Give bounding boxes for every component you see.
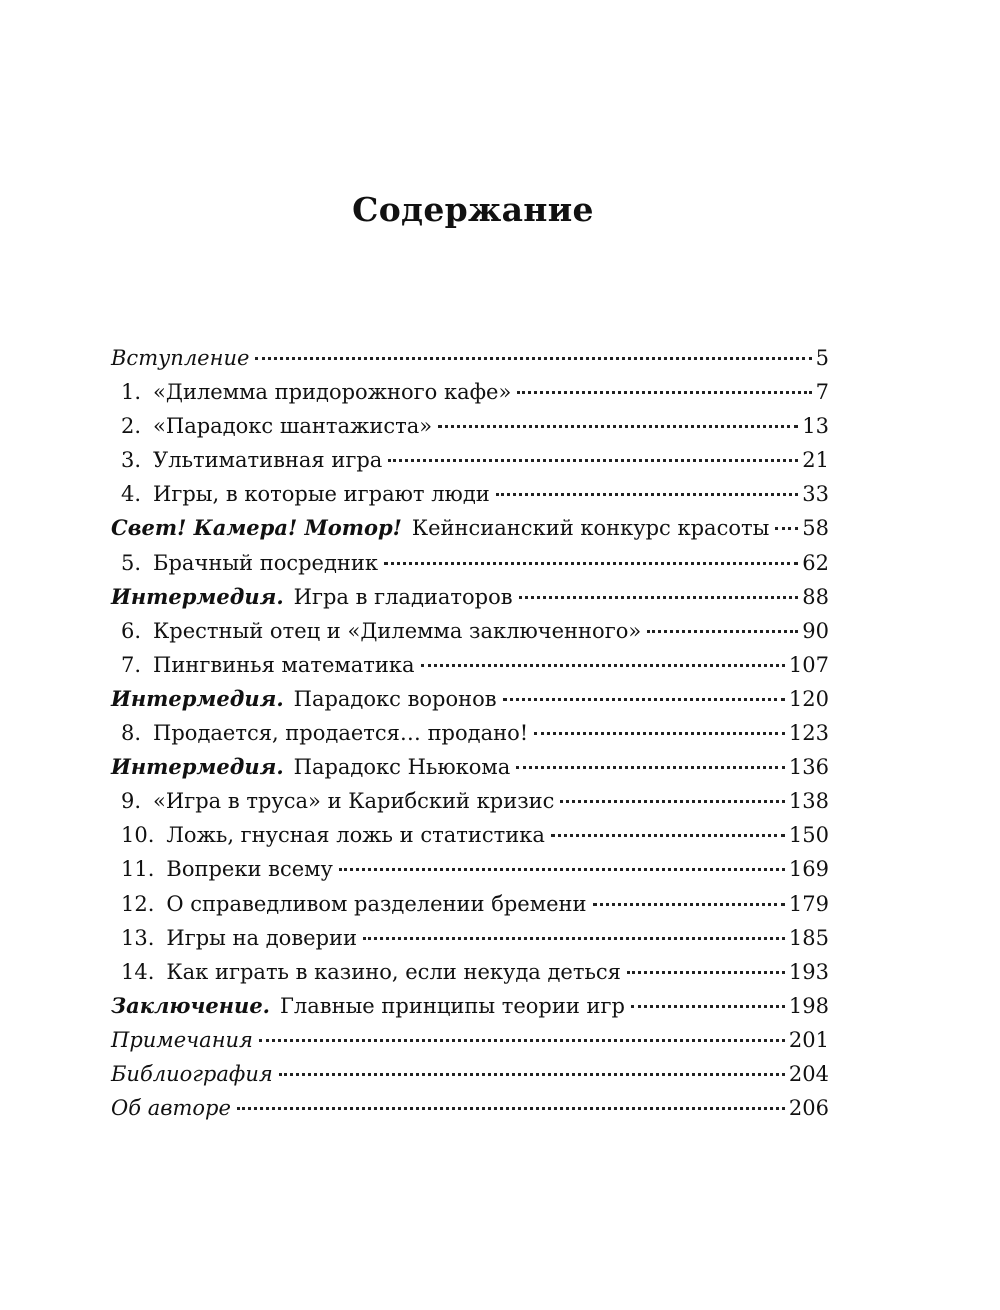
chapter-number: 8. <box>121 721 142 746</box>
dot-leader <box>775 527 798 530</box>
toc-entry[interactable] <box>111 1091 829 1125</box>
entry-title: «Игра в труса» и Карибский кризис <box>153 789 555 814</box>
page-number: 123 <box>788 721 829 746</box>
entry-title: Игра в гладиаторов <box>293 584 513 609</box>
page-number: 204 <box>788 1061 829 1086</box>
page-number: 120 <box>788 686 829 711</box>
entry-title: Примечания <box>111 1027 253 1052</box>
page-number: 193 <box>788 959 829 984</box>
chapter-number: 2. <box>121 414 142 439</box>
chapter-number: 11. <box>121 857 155 882</box>
toc-entry[interactable] <box>111 409 829 443</box>
entry-title: О справедливом разделении бремени <box>166 891 587 916</box>
toc-entry-label <box>111 341 249 375</box>
table-of-contents <box>111 341 829 1125</box>
page-number: 90 <box>802 618 829 643</box>
toc-entry-label <box>111 511 769 545</box>
toc-entry-label <box>111 580 513 614</box>
page-number: 150 <box>788 823 829 848</box>
toc-entry[interactable] <box>111 955 829 989</box>
dot-leader <box>534 732 785 735</box>
toc-entry-label <box>111 921 357 955</box>
page-number: 62 <box>802 550 829 575</box>
chapter-number: 1. <box>121 380 142 405</box>
toc-entry-label <box>111 682 497 716</box>
page-number: 107 <box>788 652 829 677</box>
page-number: 33 <box>802 482 829 507</box>
toc-entry[interactable] <box>111 921 829 955</box>
dot-leader <box>631 1005 785 1008</box>
toc-entry[interactable] <box>111 716 829 750</box>
section-prefix: Свет! Камера! Мотор! <box>111 515 402 541</box>
section-prefix: Интермедия. <box>111 583 284 609</box>
toc-entry-label <box>111 648 415 682</box>
toc-entry-label <box>111 614 641 648</box>
dot-leader <box>496 493 799 496</box>
dot-leader <box>339 868 785 871</box>
dot-leader <box>560 800 784 803</box>
chapter-number: 5. <box>121 550 142 575</box>
toc-entry[interactable] <box>111 887 829 921</box>
toc-entry-label <box>111 750 510 784</box>
entry-title: Вопреки всему <box>166 857 333 882</box>
chapter-number: 7. <box>121 652 142 677</box>
dot-leader <box>519 596 799 599</box>
entry-title: «Дилемма придорожного кафе» <box>153 380 512 405</box>
entry-title: Ультимативная игра <box>153 448 383 473</box>
page-title: Содержание <box>352 190 594 229</box>
toc-entry-label <box>111 989 625 1023</box>
toc-entry[interactable] <box>111 1057 829 1091</box>
dot-leader <box>647 630 798 633</box>
toc-entry-label <box>111 409 432 443</box>
toc-entry-label <box>111 716 528 750</box>
toc-entry[interactable] <box>111 375 829 409</box>
toc-entry[interactable] <box>111 511 829 545</box>
toc-entry-label <box>111 443 382 477</box>
page-number: 169 <box>788 857 829 882</box>
page-number: 138 <box>788 789 829 814</box>
page-number: 21 <box>802 448 829 473</box>
dot-leader <box>503 698 785 701</box>
page-number: 88 <box>802 584 829 609</box>
toc-entry[interactable] <box>111 614 829 648</box>
toc-entry-label <box>111 1091 231 1125</box>
section-prefix: Интермедия. <box>111 685 284 711</box>
dot-leader <box>516 766 785 769</box>
chapter-number: 10. <box>121 823 155 848</box>
toc-entry[interactable] <box>111 682 829 716</box>
page-number: 58 <box>802 516 829 541</box>
page-number: 201 <box>788 1027 829 1052</box>
toc-entry[interactable] <box>111 341 829 375</box>
entry-title: Об авторе <box>111 1096 231 1121</box>
toc-entry[interactable] <box>111 477 829 511</box>
entry-title: Вступление <box>111 346 250 370</box>
entry-title: Кейнсианский конкурс красоты <box>411 516 770 541</box>
page-number: 206 <box>788 1096 829 1121</box>
chapter-number: 3. <box>121 448 142 473</box>
toc-entry-label <box>111 1023 253 1057</box>
page-number: 136 <box>788 755 829 780</box>
toc-entry-label <box>111 375 511 409</box>
toc-entry-label <box>111 784 554 818</box>
entry-title: Брачный посредник <box>153 550 379 575</box>
entry-title: Крестный отец и «Дилемма заключенного» <box>153 618 642 643</box>
page-number: 185 <box>788 925 829 950</box>
toc-entry-label <box>111 477 490 511</box>
dot-leader <box>517 391 811 394</box>
entry-title: Главные принципы теории игр <box>280 993 625 1018</box>
dot-leader <box>259 1039 785 1042</box>
entry-title: Как играть в казино, если некуда деться <box>166 959 621 984</box>
dot-leader <box>593 903 785 906</box>
dot-leader <box>279 1073 785 1076</box>
entry-title: Парадокс воронов <box>293 686 497 711</box>
toc-entry[interactable] <box>111 989 829 1023</box>
entry-title: Игры на доверии <box>166 925 358 950</box>
page-number: 13 <box>802 414 829 439</box>
toc-entry-label <box>111 852 333 886</box>
toc-entry[interactable] <box>111 648 829 682</box>
toc-entry-label <box>111 818 545 852</box>
dot-leader <box>551 834 785 837</box>
entry-title: Игры, в которые играют люди <box>153 482 490 507</box>
entry-title: Ложь, гнусная ложь и статистика <box>166 823 545 848</box>
entry-title: Парадокс Ньюкома <box>293 755 511 780</box>
entry-title: Библиография <box>111 1061 273 1086</box>
chapter-number: 9. <box>121 789 142 814</box>
toc-entry-label <box>111 546 378 580</box>
page-number: 198 <box>788 993 829 1018</box>
toc-entry-label <box>111 955 621 989</box>
dot-leader <box>237 1107 785 1110</box>
entry-title: Продается, продается… продано! <box>153 721 529 746</box>
chapter-number: 6. <box>121 618 142 643</box>
toc-entry[interactable] <box>111 784 829 818</box>
toc-entry[interactable] <box>111 818 829 852</box>
toc-entry[interactable] <box>111 546 829 580</box>
toc-entry-label <box>111 887 587 921</box>
entry-title: «Парадокс шантажиста» <box>153 414 433 439</box>
page-number: 7 <box>815 380 829 405</box>
dot-leader <box>363 937 785 940</box>
section-prefix: Заключение. <box>111 992 270 1018</box>
page-number: 179 <box>788 891 829 916</box>
entry-title: Пингвинья математика <box>153 652 415 677</box>
toc-entry[interactable] <box>111 443 829 477</box>
dot-leader <box>438 425 798 428</box>
toc-entry[interactable] <box>111 580 829 614</box>
toc-entry[interactable] <box>111 750 829 784</box>
page-number: 5 <box>815 346 829 370</box>
toc-entry[interactable] <box>111 852 829 886</box>
dot-leader <box>255 357 811 360</box>
chapter-number: 14. <box>121 959 155 984</box>
chapter-number: 13. <box>121 925 155 950</box>
chapter-number: 4. <box>121 482 142 507</box>
section-prefix: Интермедия. <box>111 754 284 780</box>
dot-leader <box>421 664 785 667</box>
dot-leader <box>627 971 785 974</box>
dot-leader <box>388 459 798 462</box>
toc-entry[interactable] <box>111 1023 829 1057</box>
toc-entry-label <box>111 1057 273 1091</box>
dot-leader <box>384 562 798 565</box>
chapter-number: 12. <box>121 891 155 916</box>
